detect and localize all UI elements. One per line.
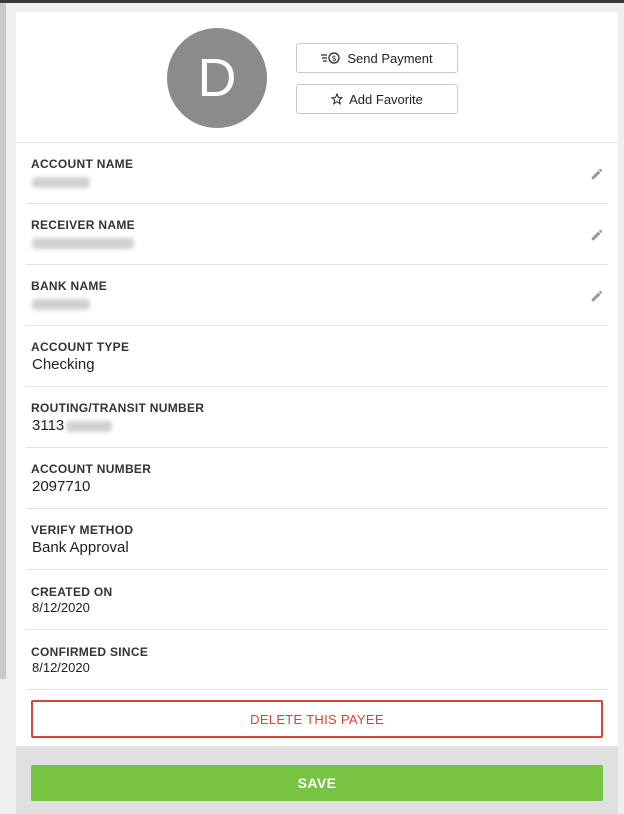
routing-redacted-digits	[66, 421, 112, 432]
background-scroll-edge	[0, 3, 6, 679]
field-label: ACCOUNT NAME	[31, 157, 134, 171]
field-label: CREATED ON	[31, 585, 113, 599]
field-label: VERIFY METHOD	[31, 523, 134, 537]
field-routing-number	[26, 387, 608, 448]
send-payment-button[interactable]	[296, 43, 458, 73]
field-account-number	[26, 448, 608, 509]
field-value: Bank Approval	[32, 539, 129, 556]
add-favorite-button[interactable]	[296, 84, 458, 114]
field-created-on	[26, 570, 608, 630]
field-label: ROUTING/TRANSIT NUMBER	[31, 401, 205, 415]
field-value	[32, 417, 112, 434]
field-value: Checking	[32, 356, 95, 373]
field-bank-name	[26, 265, 608, 326]
edit-pencil-icon[interactable]	[590, 167, 604, 181]
field-value-redacted	[32, 234, 134, 251]
field-label: ACCOUNT NUMBER	[31, 462, 152, 476]
delete-payee-button[interactable]: DELETE THIS PAYEE	[31, 700, 603, 738]
field-label: RECEIVER NAME	[31, 218, 135, 232]
star-icon	[331, 93, 343, 105]
edit-pencil-icon[interactable]	[590, 289, 604, 303]
field-receiver-name	[26, 204, 608, 265]
save-button[interactable]: SAVE	[31, 765, 603, 801]
top-window-edge	[0, 0, 624, 3]
field-account-name	[26, 143, 608, 204]
routing-visible-digits: 3113	[32, 417, 65, 434]
field-confirmed-since	[26, 630, 608, 690]
field-verify-method	[26, 509, 608, 570]
field-value: 8/12/2020	[32, 600, 90, 615]
send-money-icon	[321, 52, 341, 64]
field-label: CONFIRMED SINCE	[31, 645, 149, 659]
field-value-redacted	[32, 295, 90, 312]
field-value-redacted	[32, 173, 90, 190]
field-account-type	[26, 326, 608, 387]
svg-text:$: $	[331, 54, 337, 63]
payee-details-panel	[16, 12, 618, 746]
field-value: 2097710	[32, 478, 91, 495]
payee-header	[16, 12, 618, 143]
field-label: ACCOUNT TYPE	[31, 340, 130, 354]
add-favorite-label: Add Favorite	[349, 91, 423, 107]
field-value: 8/12/2020	[32, 660, 90, 675]
avatar: D	[167, 28, 267, 128]
send-payment-label: Send Payment	[347, 50, 433, 66]
footer-bar	[16, 746, 618, 814]
edit-pencil-icon[interactable]	[590, 228, 604, 242]
field-label: BANK NAME	[31, 279, 108, 293]
